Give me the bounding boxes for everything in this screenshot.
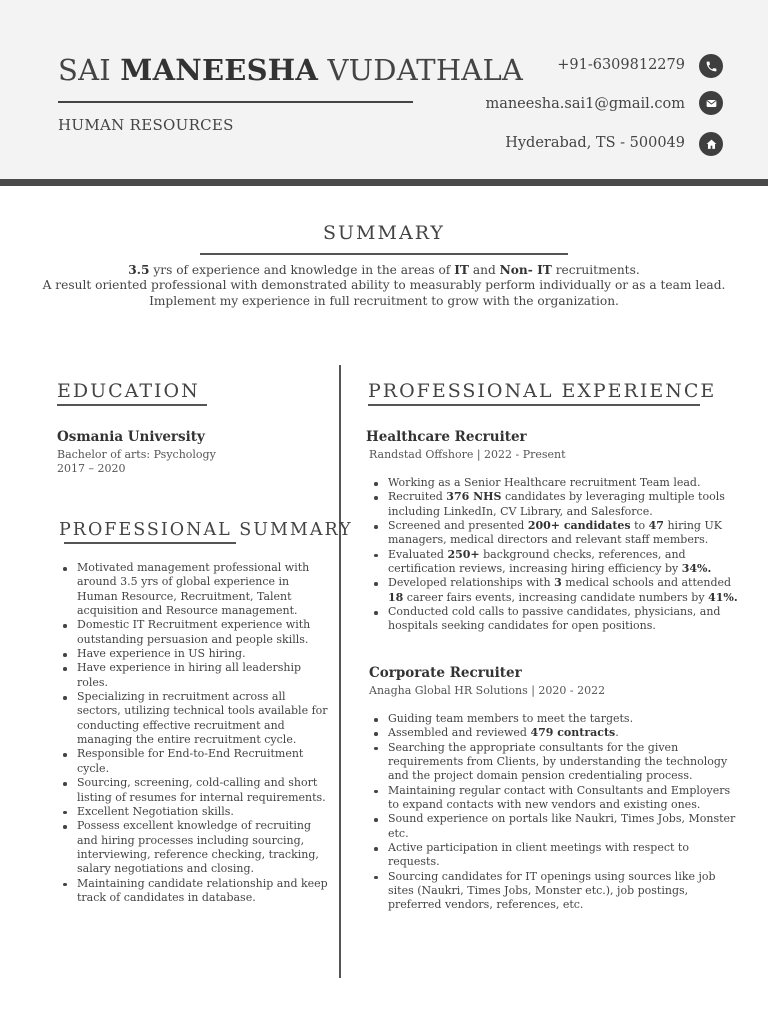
job-1-bullets: [368, 476, 738, 634]
list-item: Assembled and reviewed 479 contracts.: [368, 726, 738, 740]
job-role: HUMAN RESOURCES: [58, 116, 234, 134]
list-item: Maintaining candidate relationship and keep track of candidates in database.: [57, 877, 329, 906]
location: Hyderabad, TS - 500049: [505, 135, 685, 151]
summary-title: SUMMARY: [323, 222, 445, 244]
list-item: Responsible for End-to-End Recruitment cycle.: [57, 747, 329, 776]
summary-line-1: 3.5 yrs of experience and knowledge in the areas of IT and Non- IT recruitments.: [128, 263, 640, 277]
name-underline: [58, 101, 413, 103]
professional-summary-list: [57, 561, 329, 905]
last-name: VUDATHALA: [327, 53, 524, 87]
first-name: SAI: [58, 53, 111, 87]
list-item: Working as a Senior Healthcare recruitment Team lead.: [368, 476, 738, 490]
job-2-title: Corporate Recruiter: [369, 665, 522, 681]
university-name: Osmania University: [57, 429, 205, 445]
resume-header: [0, 0, 768, 180]
list-item: Maintaining regular contact with Consultants and Employers to expand contacts with new vendors and existing ones.: [368, 784, 738, 813]
mail-icon: [699, 91, 723, 115]
job-2-bullets: [368, 712, 738, 913]
experience-rule: [368, 404, 700, 406]
full-name: [58, 53, 523, 87]
list-item: Guiding team members to meet the targets.: [368, 712, 738, 726]
list-item: Have experience in US hiring.: [57, 647, 329, 661]
job-1-company: Randstad Offshore | 2022 - Present: [369, 448, 566, 461]
email-address: maneesha.sai1@gmail.com: [485, 96, 685, 112]
phone-icon: [699, 54, 723, 78]
education-years: 2017 – 2020: [57, 462, 126, 475]
list-item: Recruited 376 NHS candidates by leveraging multiple tools including LinkedIn, CV Library, and Salesforce.: [368, 490, 738, 519]
list-item: Evaluated 250+ background checks, references, and certification reviews, increasing hiring efficiency by 34%.: [368, 548, 738, 577]
list-item: Conducted cold calls to passive candidates, physicians, and hospitals seeking candidates for open positions.: [368, 605, 738, 634]
job-1-title: Healthcare Recruiter: [366, 429, 527, 445]
education-rule: [57, 404, 207, 406]
experience-title: PROFESSIONAL EXPERIENCE: [368, 380, 717, 402]
list-item: Sourcing, screening, cold-calling and short listing of resumes for internal requirements.: [57, 776, 329, 805]
summary-text: [40, 263, 728, 309]
summary-line-3: Implement my experience in full recruitment to grow with the organization.: [149, 293, 619, 308]
header-divider-bar: [0, 179, 768, 186]
list-item: Have experience in hiring all leadership roles.: [57, 661, 329, 690]
list-item: Sourcing candidates for IT openings using sources like job sites (Naukri, Times Jobs, Monster etc.), job postings, preferred vendors, references, etc.: [368, 870, 738, 913]
job-2-company: Anagha Global HR Solutions | 2020 - 2022: [369, 684, 606, 697]
list-item: Domestic IT Recruitment experience with outstanding persuasion and people skills.: [57, 618, 329, 647]
list-item: Developed relationships with 3 medical schools and attended 18 career fairs events, increasing candidate numbers by 41%.: [368, 576, 738, 605]
professional-summary-rule: [64, 542, 236, 544]
summary-rule: [200, 253, 568, 255]
education-title: EDUCATION: [57, 380, 200, 402]
list-item: Screened and presented 200+ candidates to 47 hiring UK managers, medical directors and relevant staff members.: [368, 519, 738, 548]
phone-number: +91-6309812279: [557, 57, 685, 73]
home-icon: [699, 132, 723, 156]
list-item: Active participation in client meetings with respect to requests.: [368, 841, 738, 870]
list-item: Searching the appropriate consultants for the given requirements from Clients, by understanding the technology and the project domain pension credentialing process.: [368, 741, 738, 784]
degree: Bachelor of arts: Psychology: [57, 448, 216, 461]
column-divider: [339, 365, 341, 978]
list-item: Motivated management professional with around 3.5 yrs of global experience in Human Resource, Recruitment, Talent acquisition and Resource management.: [57, 561, 329, 618]
list-item: Possess excellent knowledge of recruiting and hiring processes including sourcing, interviewing, reference checking, tracking, salary negotiations and closing.: [57, 819, 329, 876]
list-item: Specializing in recruitment across all sectors, utilizing technical tools available for conducting effective recruitment and managing the entire recruitment cycle.: [57, 690, 329, 747]
summary-line-2: A result oriented professional with demonstrated ability to measurably perform individually or as a team lead.: [42, 278, 726, 293]
professional-summary-title: PROFESSIONAL SUMMARY: [59, 520, 353, 540]
middle-name: MANEESHA: [120, 53, 319, 87]
list-item: Excellent Negotiation skills.: [57, 805, 329, 819]
list-item: Sound experience on portals like Naukri, Times Jobs, Monster etc.: [368, 812, 738, 841]
